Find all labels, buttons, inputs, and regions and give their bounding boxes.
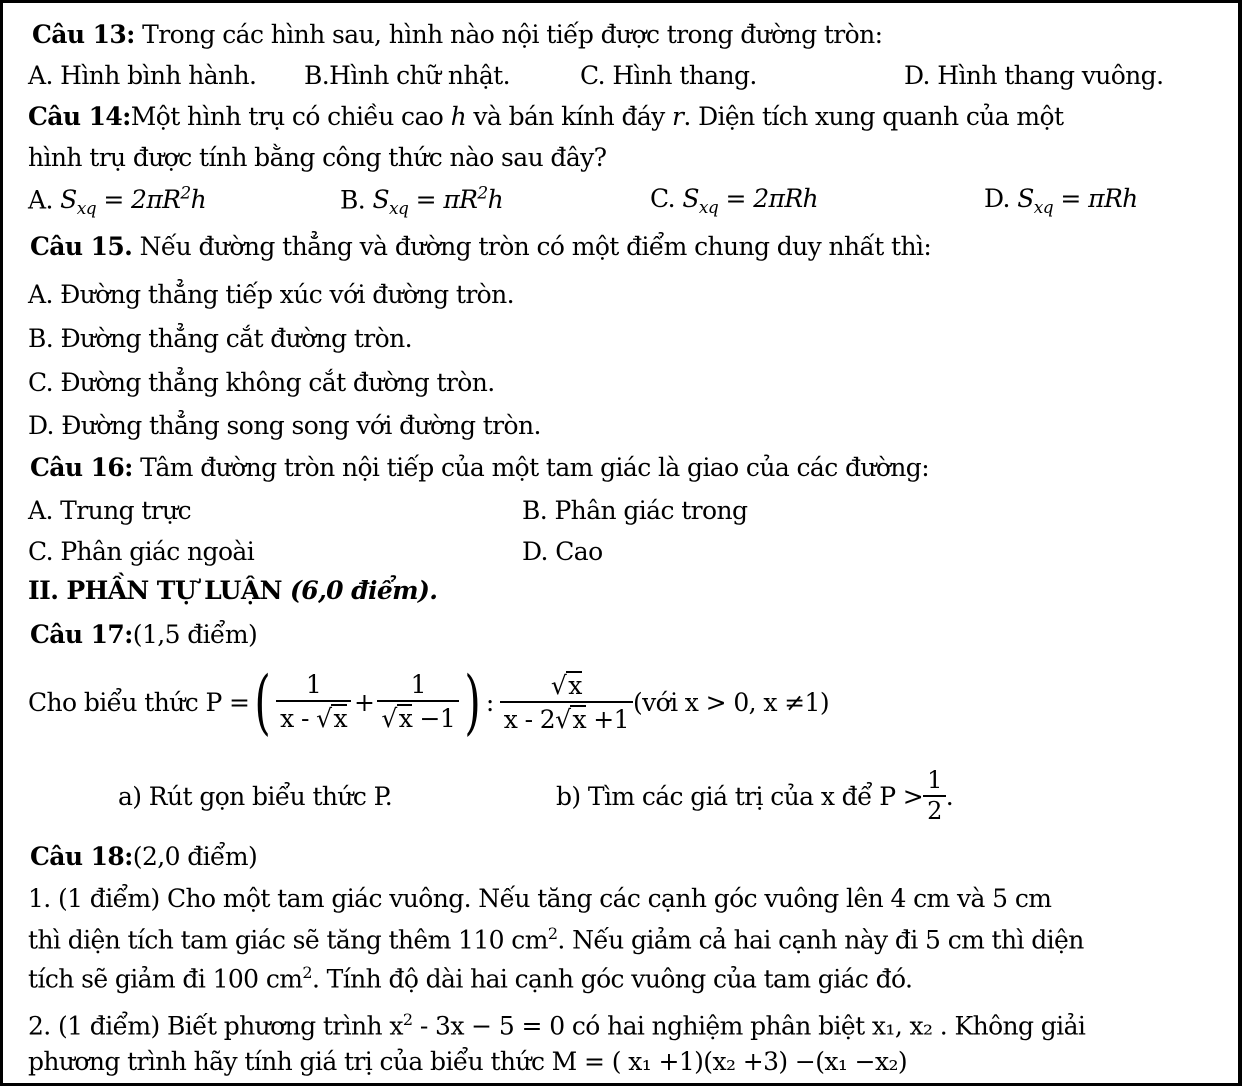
q15-line bbox=[30, 234, 931, 259]
q13-option-a: A. Hình bình hành. bbox=[28, 61, 257, 90]
q14-option-a-letter: A. bbox=[28, 185, 53, 215]
q17-part-b-frac: $\frac{1}{2}$ bbox=[923, 768, 946, 824]
q14-label: Câu 14: bbox=[28, 102, 131, 131]
q17-expression bbox=[28, 661, 829, 743]
q14-option-a-formula: $S_{xq} = 2\pi R^2h$ bbox=[60, 184, 207, 220]
q14-option-c-formula: $S_{xq} = 2\pi Rh$ bbox=[682, 184, 819, 218]
q16-text: Tâm đường tròn nội tiếp của một tam giác là giao của các đường: bbox=[132, 453, 930, 482]
q18-p1-line1: 1. (1 điểm) Cho một tam giác vuông. Nếu tăng các cạnh góc vuông lên 4 cm và 5 cm bbox=[28, 884, 1052, 913]
q14-var-h: h bbox=[450, 102, 467, 131]
q18-heading bbox=[30, 844, 257, 869]
right-paren: ) bbox=[464, 661, 481, 743]
q14-option-c-letter: C. bbox=[650, 184, 675, 213]
q18-p2-line1: 2. (1 điểm) Biết phương trình $x^2 - 3x - 5 = 0$ có hai nghiệm phân biệt x₁, x₂ . Không giải bbox=[28, 1010, 1086, 1041]
q14-var-r: r bbox=[672, 102, 684, 131]
q18-score: (2,0 điểm) bbox=[132, 842, 258, 871]
q13-text: Trong các hình sau, hình nào nội tiếp được trong đường tròn: bbox=[134, 20, 883, 49]
q14-option-a bbox=[28, 186, 206, 218]
q18-p1-line3: tích sẽ giảm đi 100 $cm^2$. Tính độ dài hai cạnh góc vuông của tam giác đó. bbox=[28, 963, 913, 994]
q13-line bbox=[32, 22, 882, 47]
q14-option-d-formula: $S_{xq} = \pi Rh$ bbox=[1017, 184, 1138, 218]
q16-line bbox=[30, 455, 929, 480]
q18-p2-line2: phương trình hãy tính giá trị của biểu thức M = ( x₁ +1)(x₂ +3) −(x₁ −x₂) bbox=[28, 1047, 908, 1076]
q17-plus: + bbox=[353, 687, 375, 717]
q13-label: Câu 13: bbox=[32, 20, 135, 49]
part2-heading bbox=[28, 578, 437, 603]
q16-option-b: B. Phân giác trong bbox=[522, 496, 748, 525]
q17-label: Câu 17: bbox=[30, 620, 133, 649]
q14-option-d bbox=[984, 186, 1138, 217]
q15-option-a: A. Đường thẳng tiếp xúc với đường tròn. bbox=[28, 280, 514, 309]
q16-label: Câu 16: bbox=[30, 453, 133, 482]
q14-option-b bbox=[340, 186, 503, 218]
q17-frac3: $\frac{√x}{x - 2√x +1}$ bbox=[500, 671, 633, 734]
q13-option-d: D. Hình thang vuông. bbox=[904, 61, 1164, 90]
q17-condition: (với x > 0, x ≠1) bbox=[632, 687, 829, 717]
q14-text1: Một hình trụ có chiều cao bbox=[130, 102, 451, 131]
q14-option-d-letter: D. bbox=[984, 184, 1010, 213]
q14-option-c bbox=[650, 186, 818, 217]
q15-option-c: C. Đường thẳng không cắt đường tròn. bbox=[28, 368, 495, 397]
q16-option-c: C. Phân giác ngoài bbox=[28, 537, 255, 566]
q18-p1-line2: thì diện tích tam giác sẽ tăng thêm 110 $cm^2$. Nếu giảm cả hai cạnh này đi 5 cm thì diện bbox=[28, 924, 1084, 955]
q14-line2: hình trụ được tính bằng công thức nào sau đây? bbox=[28, 143, 607, 172]
q15-option-d: D. Đường thẳng song song với đường tròn. bbox=[28, 411, 541, 440]
q16-option-d: D. Cao bbox=[522, 537, 603, 566]
q18-label: Câu 18: bbox=[30, 842, 133, 871]
q15-label: Câu 15. bbox=[30, 232, 133, 261]
q15-option-b: B. Đường thẳng cắt đường tròn. bbox=[28, 324, 412, 353]
q14-option-b-formula: $S_{xq} = \pi R^2h$ bbox=[372, 184, 504, 220]
q14-line1 bbox=[28, 104, 1063, 129]
q17-heading bbox=[30, 622, 257, 647]
q17-part-a: a) Rút gọn biểu thức P. bbox=[118, 782, 393, 811]
q17-expr-prefix: Cho biểu thức P = bbox=[28, 687, 250, 717]
q16-option-a: A. Trung trực bbox=[28, 496, 192, 525]
q14-text3: . Diện tích xung quanh của một bbox=[683, 102, 1064, 131]
q13-option-b: B.Hình chữ nhật. bbox=[304, 61, 510, 90]
q17-colon: : bbox=[485, 687, 494, 717]
part2-title: II. PHẦN TỰ LUẬN bbox=[28, 576, 291, 605]
part2-score: (6,0 điểm). bbox=[290, 576, 438, 605]
q17-score: (1,5 điểm) bbox=[132, 620, 258, 649]
q13-option-c: C. Hình thang. bbox=[580, 61, 757, 90]
q17-part-b: b) Tìm các giá trị của x để P > $\frac{1}{2}$ . bbox=[556, 765, 954, 825]
q17-frac2: $\frac{1}{√x -1}$ bbox=[377, 672, 459, 733]
q15-text: Nếu đường thẳng và đường tròn có một điểm chung duy nhất thì: bbox=[132, 232, 932, 261]
q14-text2: và bán kính đáy bbox=[466, 102, 673, 131]
left-paren: ( bbox=[254, 661, 271, 743]
q14-option-b-letter: B. bbox=[340, 185, 366, 215]
q17-frac1: $\frac{1}{x - √x}$ bbox=[276, 672, 351, 733]
